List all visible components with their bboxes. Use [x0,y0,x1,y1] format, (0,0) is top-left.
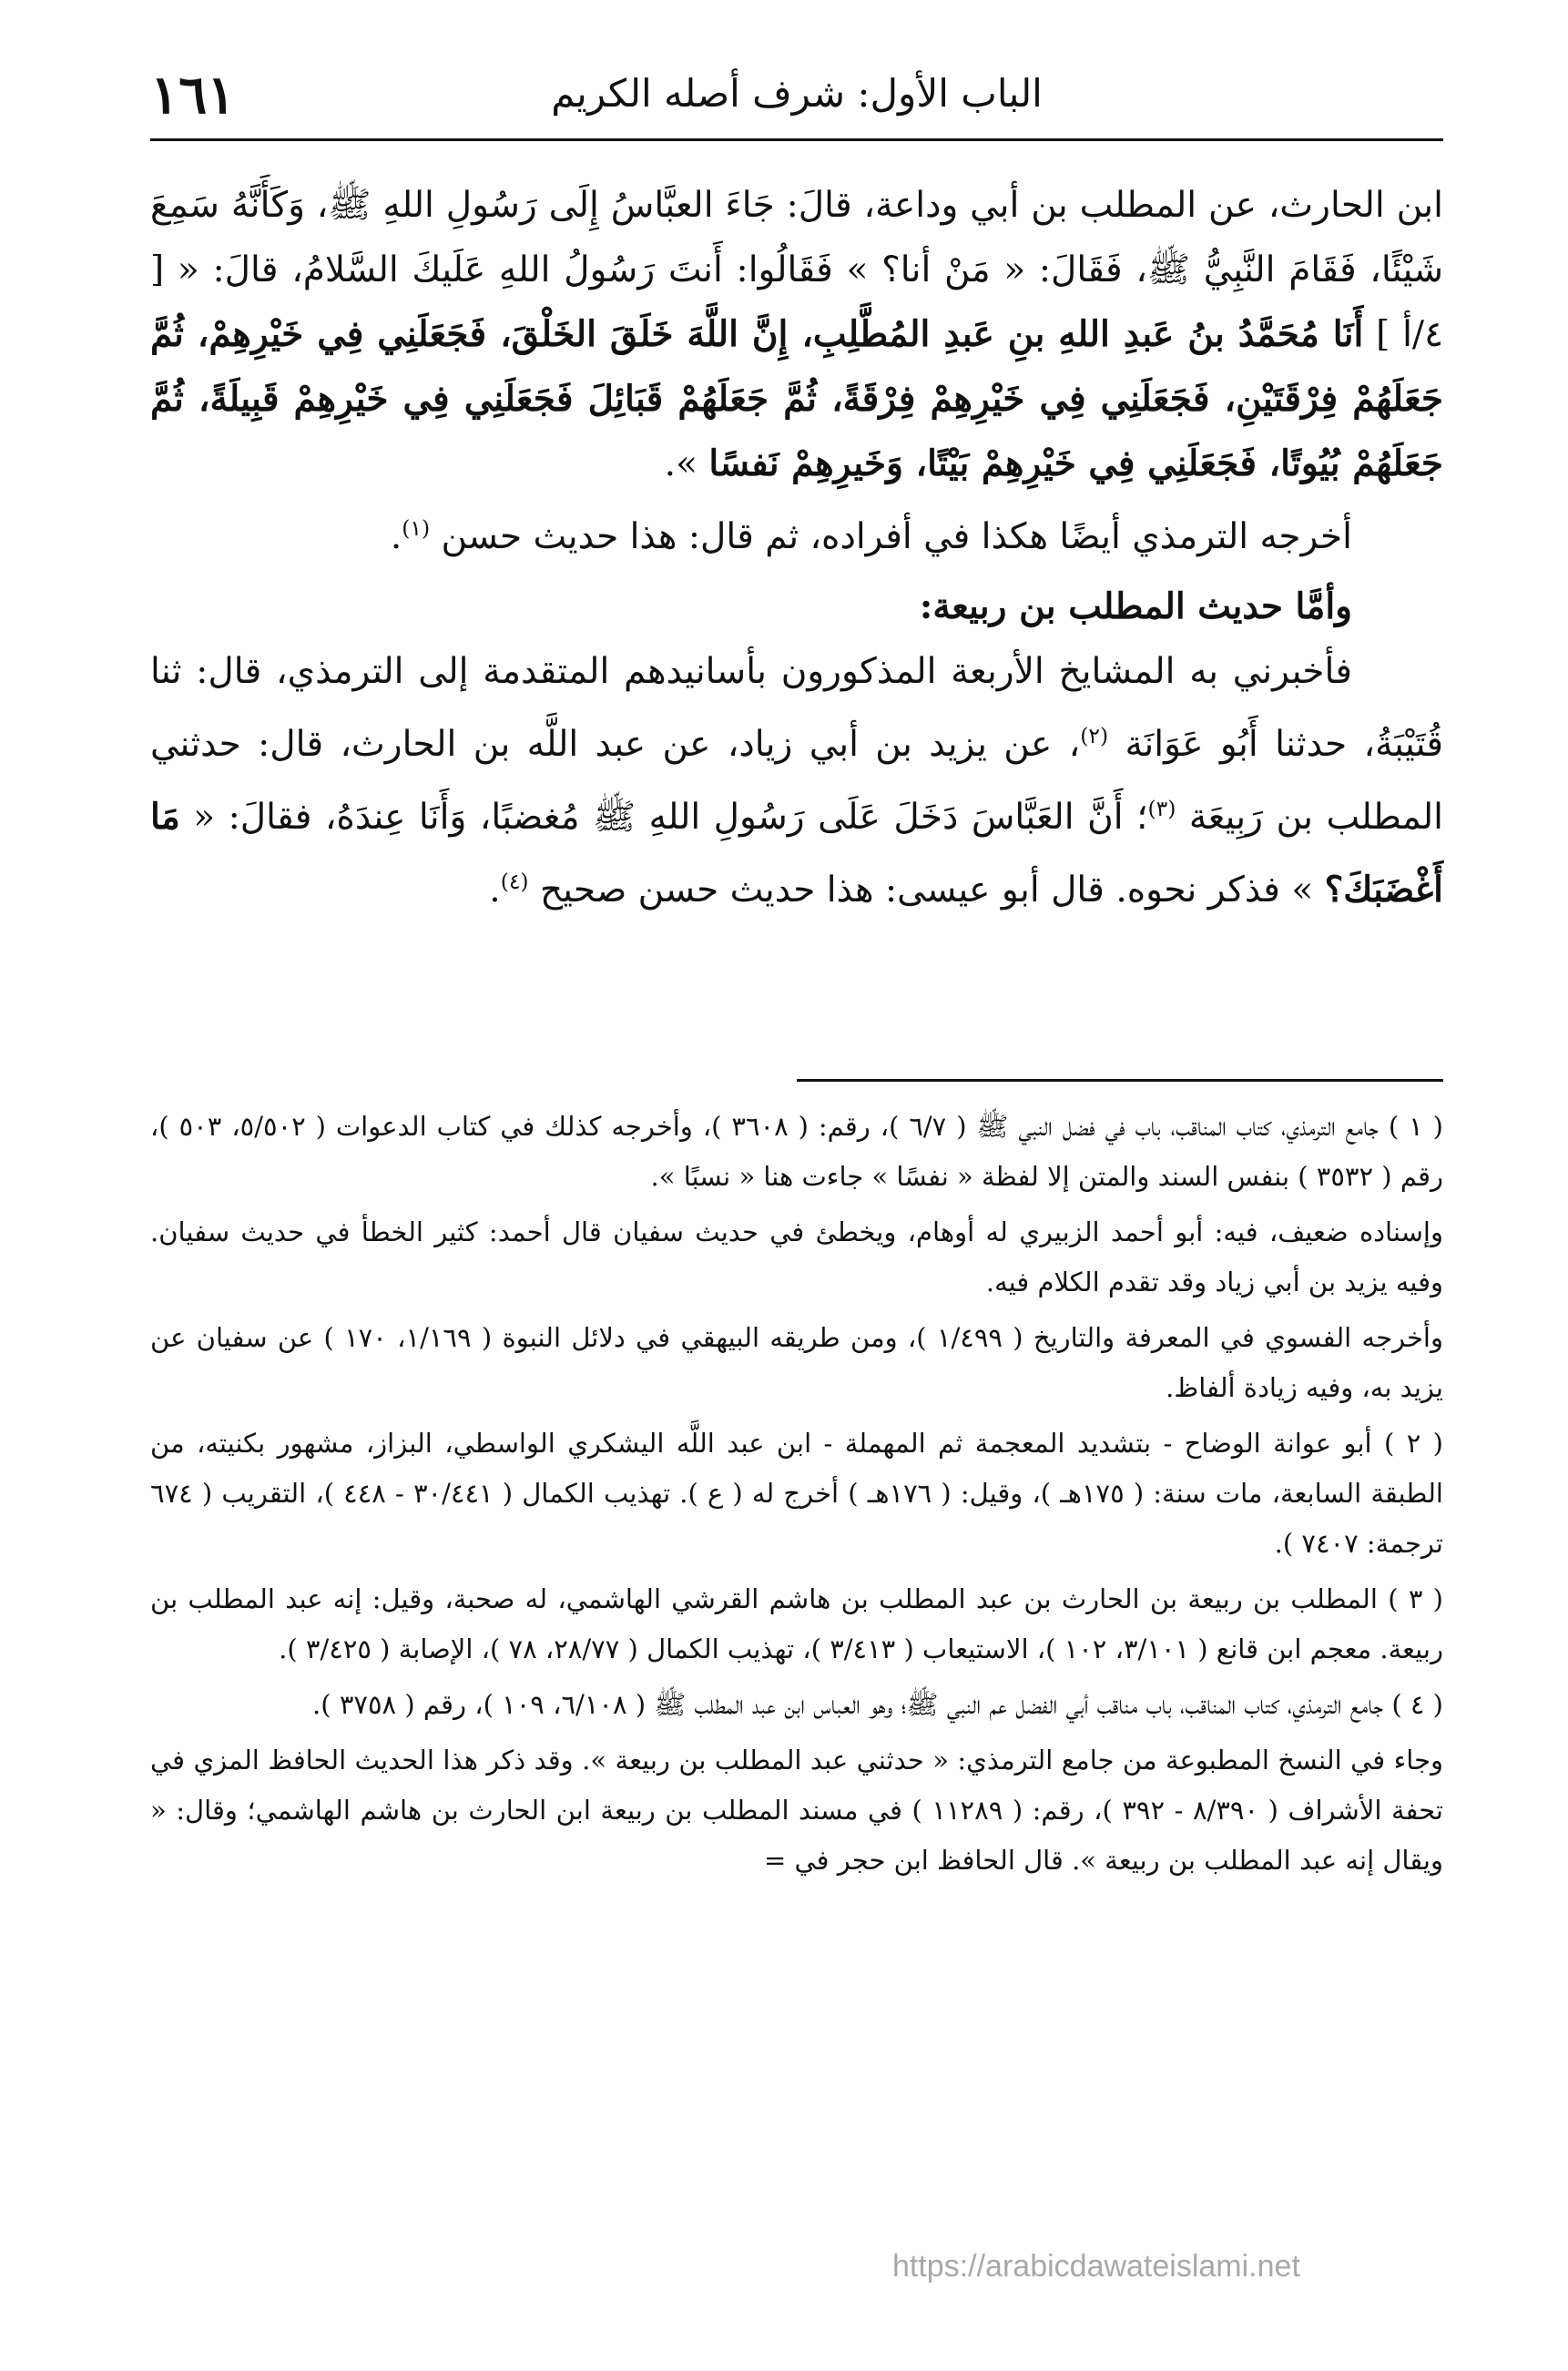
footnote-4-continued: وجاء في النسخ المطبوعة من جامع الترمذي: « حدثني عبد المطلب بن ربيعة ». وقد ذكر هذا الحديث الحافظ المزي في تحفة الأشراف ( ٨/٣٩٠ - ٣٩٢ )، رقم: ( ١١٢٨٩ ) في مسند المطلب بن ربيعة ابن الحارث بن هاشم الهاشمي؛ وقال: « ويقال إنه عبد المطلب بن ربيعة ». قال الحافظ ابن حجر في = [150,1745,1443,1876]
header-divider [150,138,1443,141]
takhrij-end: . [390,516,402,557]
footnote-ref-4: (٤) [500,869,529,894]
footnotes-divider [797,1079,1443,1082]
footnotes [150,1102,1443,1891]
paragraph-hadith-2 [150,639,1443,922]
hadith-2-part-c: ؛ أَنَّ العَبَّاسَ دَخَلَ عَلَى رَسُولِ اللهِ ﷺ مُغضبًا، وَأَنَا عِندَهُ، فقالَ: « [179,797,1148,838]
paragraph-hadith-1 [150,173,1443,496]
manuscript-folio-ref: [ ٤/أ ] [150,249,1444,355]
hadith-2-prophetic-text: مَا أَغْضَبَكَ؟ [150,796,1443,911]
hadith-1-end: ». [664,443,709,484]
footnote-1: ( ١ ) جامع الترمذي، كتاب المناقب، باب في فضل النبي ﷺ ( ٦/٧ )، رقم: ( ٣٦٠٨ )، وأخرجه كذلك في كتاب الدعوات ( ٥/٥٠٢، ٥٠٣ )، رقم ( ٣٥٣٢ ) بنفس السند والمتن إلا لفظة « نفسًا » جاءت هنا « نسبًا ». [150,1111,1443,1192]
hadith-2-part-b: ، عن يزيد بن أبي زياد، عن عبد اللَّه بن الحارث، قال: حدثني المطلب بن رَبِيعَة [150,724,1443,838]
main-text [150,173,1443,922]
hadith-1-prophetic-text: أَنَا مُحَمَّدُ بنُ عَبدِ اللهِ بنِ عَبدِ المُطَّلِبِ، إِنَّ اللَّهَ خَلَقَ الخَلْقَ، فَجَعَلَنِي فِي خَيْرِهِمْ، ثُمَّ جَعَلَهُمْ فِرْقَتَيْنِ، فَجَعَلَنِي فِي خَيْرِهِمْ فِرْقَةً، ثُمَّ جَعَلَهُمْ قَبَائِلَ فَجَعَلَنِي فِي خَيْرِهِمْ قَبِيلَةً، ثُمَّ جَعَلَهُمْ بُيُوتًا، فَجَعَلَنِي فِي خَيْرِهِمْ بَيْتًا، وَخَيرِهِمْ نَفسًا [150,313,1443,484]
takhrij-text: أخرجه الترمذي أيضًا هكذا في أفراده، ثم قال: هذا حديث حسن [430,516,1352,557]
hadith-1-intro: ابن الحارث، عن المطلب بن أبي وداعة، قالَ: جَاءَ العبَّاسُ إِلَى رَسُولِ اللهِ ﷺ، وَكَأَنَّهُ سَمِعَ شَيْئًا، فَقَامَ النَّبِيُّ ﷺ، فَقَالَ: « مَنْ أنا؟ » فَقَالُوا: أَنتَ رَسُولُ اللهِ عَلَيكَ السَّلامُ، قالَ: « [150,185,1443,290]
hadith-2-part-d: » فذكر نحوه. قال أبو عيسى: هذا حديث حسن صحيح [528,870,1325,911]
watermark-url: https://arabicdawateislami.net [892,2249,1300,2284]
page-number: ١٦١ [150,64,236,126]
hadith-2-part-a: فأخبرني به المشايخ الأربعة المذكورون بأسانيدهم المتقدمة إلى الترمذي، قال: ثنا قُتَيْبَةُ، حدثنا أَبُو عَوَانَة [150,651,1443,765]
footnote-ref-3: (٣) [1147,796,1176,821]
footnote-1-grading: وإسناده ضعيف، فيه: أبو أحمد الزبيري له أوهام، ويخطئ في حديث سفيان قال أحمد: كثير الخطأ في حديث سفيان. وفيه يزيد بن أبي زياد وقد تقدم الكلام فيه. [150,1216,1443,1297]
footnote-ref-2: (٢) [1080,723,1109,748]
footnote-4: ( ٤ ) جامع الترمذي، كتاب المناقب، باب مناقب أبي الفضل عم النبي ﷺ؛ وهو العباس ابن عبد المطلب ﷺ ( ٦/١٠٨، ١٠٩ )، رقم ( ٣٧٥٨ ). [312,1689,1443,1720]
running-title: الباب الأول: شرف أصله الكريم [551,71,1043,116]
page-header [150,64,1443,146]
hadith-2-end: . [489,870,501,911]
footnote-1-other-sources: وأخرجه الفسوي في المعرفة والتاريخ ( ١/٤٩٩ )، ومن طريقه البيهقي في دلائل النبوة ( ١/١٦٩، ١٧٠ ) عن سفيان عن يزيد به، وفيه زيادة ألفاظ. [150,1322,1443,1403]
footnote-ref-1: (١) [402,515,431,541]
footnote-3: ( ٣ ) المطلب بن ربيعة بن الحارث بن عبد المطلب بن هاشم القرشي الهاشمي، له صحبة، وقيل: إنه عبد المطلب بن ربيعة. معجم ابن قانع ( ٣/١٠١، ١٠٢ )، الاستيعاب ( ٣/٤١٣ )، تهذيب الكمال ( ٢٨/٧٧، ٧٨ )، الإصابة ( ٣/٤٢٥ ). [150,1583,1443,1664]
paragraph-takhrij [150,496,1443,569]
section-heading: وأمَّا حديث المطلب بن ربيعة: [919,585,1352,627]
footnote-2: ( ٢ ) أبو عوانة الوضاح - بتشديد المعجمة ثم المهملة - ابن عبد اللَّه اليشكري الواسطي، البزاز، مشهور بكنيته، من الطبقة السابعة، مات سنة: ( ١٧٥هـ )، وقيل: ( ١٧٦هـ ) أخرج له ( ع ). تهذيب الكمال ( ٣٠/٤٤١ - ٤٤٨ )، التقريب ( ٦٧٤ ترجمة: ٧٤٠٧ ). [150,1428,1443,1559]
